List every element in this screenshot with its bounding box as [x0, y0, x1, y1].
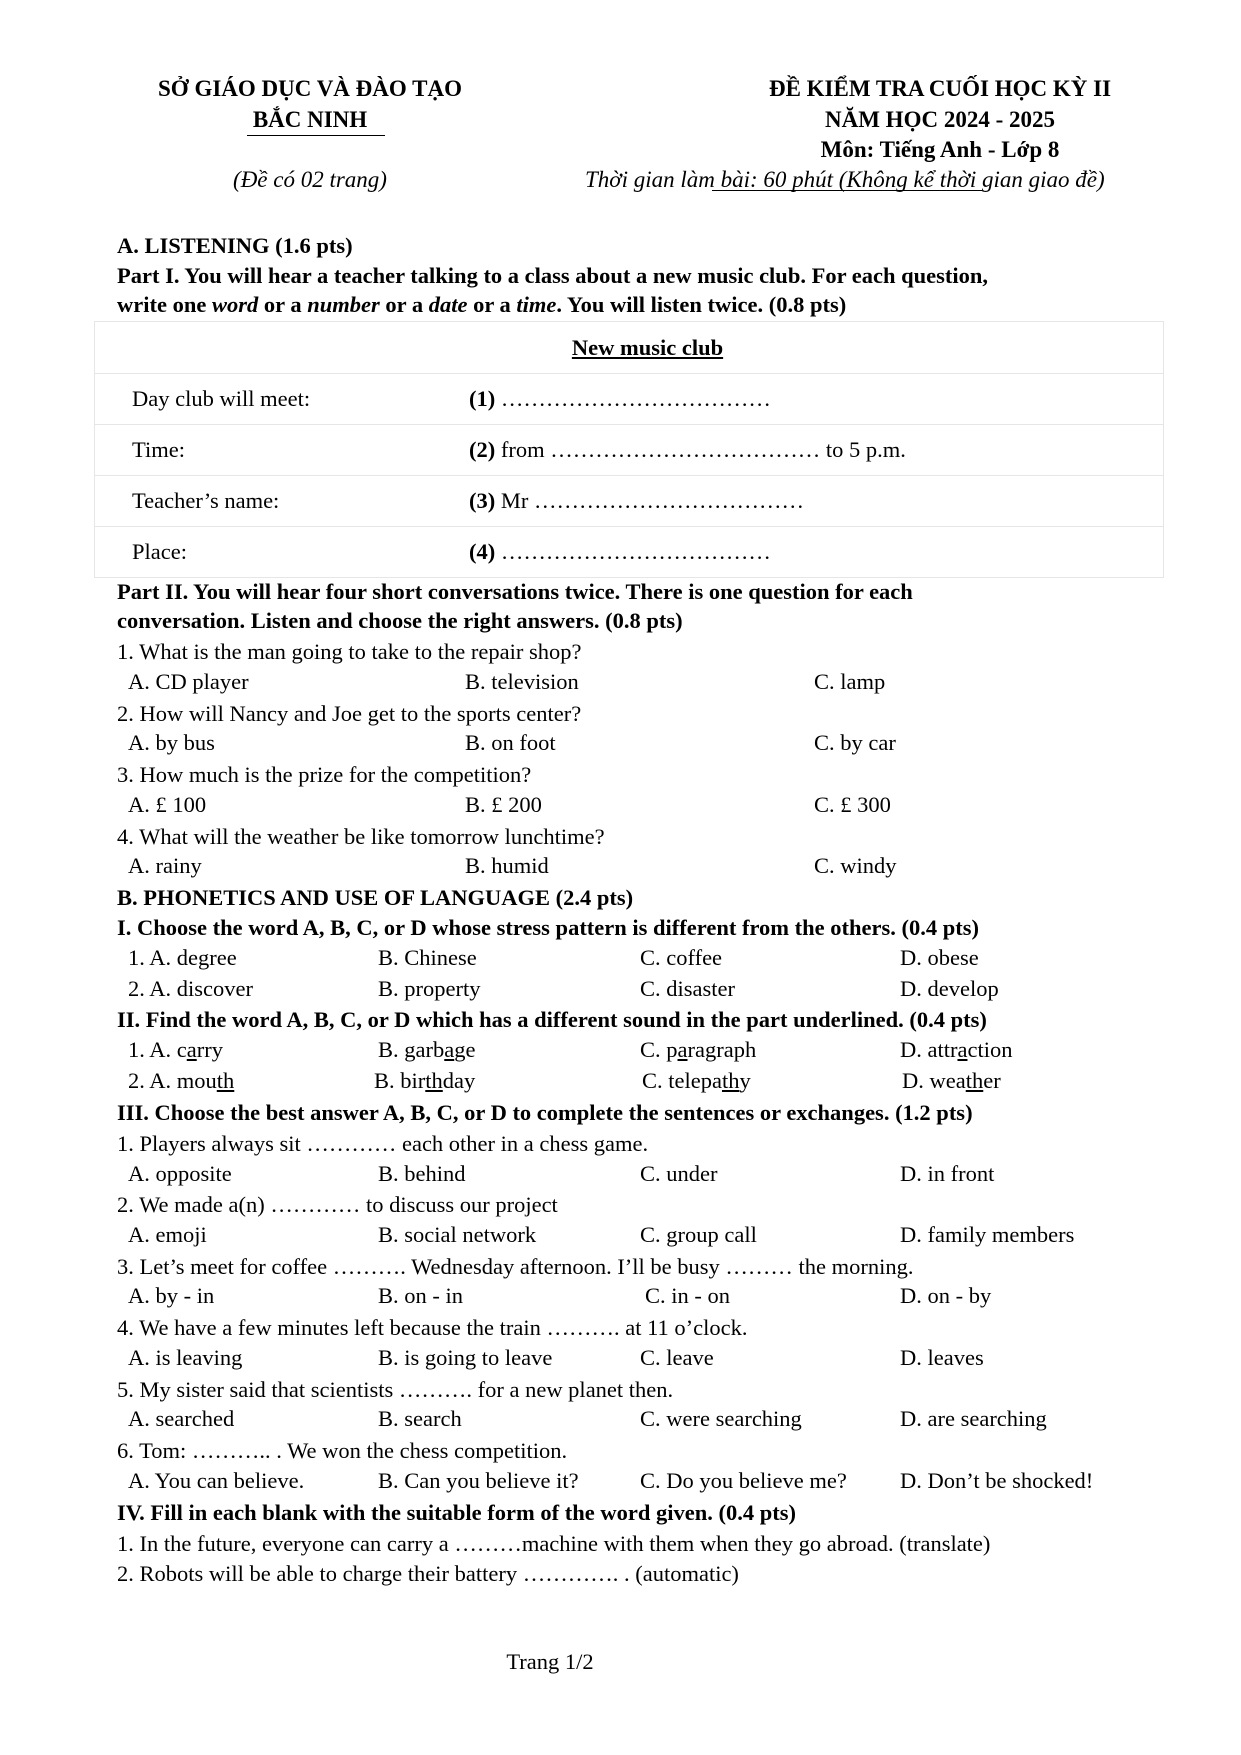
- time-divider: [712, 190, 982, 191]
- stress-instruction: I. Choose the word A, B, C, or D whose stress pattern is different from the others. (0.4 pts): [117, 915, 980, 940]
- answer-option-a[interactable]: A. emoji: [128, 1222, 207, 1247]
- answer-option-b[interactable]: B. is going to leave: [378, 1345, 553, 1370]
- part2-instruction-line2: conversation. Listen and choose the right answers. (0.8 pts): [117, 608, 683, 633]
- grammar-question: 2. We made a(n) ………… to discuss our project: [117, 1192, 558, 1217]
- answer-option-b[interactable]: B. on - in: [378, 1283, 464, 1308]
- answer-option-c[interactable]: C. under: [640, 1161, 718, 1186]
- answer-option-b[interactable]: B. on foot: [465, 730, 556, 755]
- listening-question: 3. How much is the prize for the competition?: [117, 762, 532, 787]
- province-name: BẮC NINH: [252, 107, 368, 132]
- subject-line: Môn: Tiếng Anh - Lớp 8: [820, 137, 1060, 162]
- answer-option-a[interactable]: A. searched: [128, 1406, 235, 1431]
- grammar-question: 4. We have a few minutes left because the train ………. at 11 o’clock.: [117, 1315, 748, 1340]
- answer-option-d[interactable]: D. are searching: [900, 1406, 1047, 1431]
- answer-option-c[interactable]: C. in - on: [645, 1283, 731, 1308]
- table-row: [95, 425, 1164, 476]
- answer-option-c[interactable]: C. were searching: [640, 1406, 802, 1431]
- answer-option-b[interactable]: B. social network: [378, 1222, 537, 1247]
- answer-option-b[interactable]: B. Chinese: [378, 945, 477, 970]
- section-b-title: B. PHONETICS AND USE OF LANGUAGE (2.4 pts): [117, 885, 634, 910]
- answer-option-b[interactable]: B. television: [465, 669, 579, 694]
- section-a-title: A. LISTENING (1.6 pts): [117, 233, 353, 258]
- row-blank[interactable]: (2) from ……………………………… to 5 p.m.: [469, 425, 1164, 476]
- answer-option-d[interactable]: D. family members: [900, 1222, 1075, 1247]
- row-blank[interactable]: (3) Mr ………………………………: [469, 476, 1164, 527]
- school-year: NĂM HỌC 2024 - 2025: [825, 107, 1055, 132]
- word-form-question: 1. In the future, everyone can carry a ………machine with them when they go abroad. (translate): [117, 1531, 991, 1556]
- word-form-instruction: IV. Fill in each blank with the suitable form of the word given. (0.4 pts): [117, 1500, 796, 1525]
- table-row: [95, 374, 1164, 425]
- table-title: New music club: [95, 322, 1164, 374]
- answer-option-b[interactable]: B. behind: [378, 1161, 466, 1186]
- grammar-instruction: III. Choose the best answer A, B, C, or D to complete the sentences or exchanges. (1.2 pts): [117, 1100, 973, 1125]
- answer-option-b[interactable]: B. birthday: [374, 1068, 476, 1093]
- row-blank[interactable]: (1) ………………………………: [469, 374, 1164, 425]
- exam-title: ĐỀ KIỂM TRA CUỐI HỌC KỲ II: [768, 76, 1112, 101]
- answer-option-c[interactable]: C. disaster: [640, 976, 735, 1001]
- answer-option-a[interactable]: A. by - in: [128, 1283, 215, 1308]
- answer-option-b[interactable]: B. £ 200: [465, 792, 542, 817]
- answer-option-d[interactable]: D. develop: [900, 976, 999, 1001]
- answer-option-a[interactable]: A. is leaving: [128, 1345, 243, 1370]
- answer-option-c[interactable]: C. Do you believe me?: [640, 1468, 847, 1493]
- answer-option-a[interactable]: A. CD player: [128, 669, 249, 694]
- answer-option-c[interactable]: C. by car: [814, 730, 896, 755]
- answer-option-a[interactable]: 1. A. carry: [128, 1037, 223, 1062]
- row-label: Teacher’s name:: [95, 476, 470, 527]
- grammar-question: 3. Let’s meet for coffee ………. Wednesday afternoon. I’ll be busy ……… the morning.: [117, 1254, 914, 1279]
- music-club-table: [94, 321, 1164, 578]
- answer-option-a[interactable]: A. by bus: [128, 730, 215, 755]
- answer-option-a[interactable]: A. £ 100: [128, 792, 207, 817]
- answer-option-a[interactable]: A. opposite: [128, 1161, 232, 1186]
- part1-instruction-line1: Part I. You will hear a teacher talking to a class about a new music club. For each question,: [117, 263, 989, 288]
- answer-option-a[interactable]: 2. A. discover: [128, 976, 253, 1001]
- answer-option-d[interactable]: D. obese: [900, 945, 979, 970]
- answer-option-a[interactable]: 2. A. mouth: [128, 1068, 235, 1093]
- dept-name: SỞ GIÁO DỤC VÀ ĐÀO TẠO: [158, 76, 462, 101]
- page-count-note: (Đề có 02 trang): [233, 167, 387, 192]
- answer-option-d[interactable]: D. Don’t be shocked!: [900, 1468, 1094, 1493]
- answer-option-c[interactable]: C. windy: [814, 853, 897, 878]
- grammar-question: 5. My sister said that scientists ………. for a new planet then.: [117, 1377, 674, 1402]
- table-row: [95, 476, 1164, 527]
- answer-option-b[interactable]: B. property: [378, 976, 481, 1001]
- sound-instruction: II. Find the word A, B, C, or D which has a different sound in the part underlined. (0.4 pts): [117, 1007, 987, 1032]
- part1-instruction-line2: write one word or a number or a date or a time. You will listen twice. (0.8 pts): [117, 292, 847, 317]
- listening-question: 2. How will Nancy and Joe get to the sports center?: [117, 701, 582, 726]
- grammar-question: 6. Tom: ……….. . We won the chess competition.: [117, 1438, 568, 1463]
- time-note: Thời gian làm bài: 60 phút (Không kể thời gian giao đề): [585, 167, 1105, 192]
- page-number: Trang 1/2: [506, 1649, 594, 1674]
- answer-option-c[interactable]: C. group call: [640, 1222, 757, 1247]
- answer-option-b[interactable]: B. search: [378, 1406, 462, 1431]
- answer-option-c[interactable]: C. £ 300: [814, 792, 891, 817]
- answer-option-d[interactable]: D. attraction: [900, 1037, 1013, 1062]
- answer-option-b[interactable]: B. Can you believe it?: [378, 1468, 579, 1493]
- answer-option-d[interactable]: D. leaves: [900, 1345, 984, 1370]
- row-blank[interactable]: (4) ………………………………: [469, 527, 1164, 578]
- answer-option-d[interactable]: D. in front: [900, 1161, 995, 1186]
- listening-question: 1. What is the man going to take to the repair shop?: [117, 639, 582, 664]
- answer-option-b[interactable]: B. humid: [465, 853, 549, 878]
- answer-option-c[interactable]: C. paragraph: [640, 1037, 757, 1062]
- grammar-question: 1. Players always sit ………… each other in a chess game.: [117, 1131, 649, 1156]
- answer-option-c[interactable]: C. lamp: [814, 669, 886, 694]
- table-row: [95, 527, 1164, 578]
- answer-option-d[interactable]: D. weather: [902, 1068, 1001, 1093]
- answer-option-c[interactable]: C. leave: [640, 1345, 714, 1370]
- answer-option-d[interactable]: D. on - by: [900, 1283, 992, 1308]
- part2-instruction-line1: Part II. You will hear four short conversations twice. There is one question for each: [117, 579, 913, 604]
- header-divider: [247, 135, 385, 136]
- answer-option-a[interactable]: A. You can believe.: [128, 1468, 305, 1493]
- listening-question: 4. What will the weather be like tomorrow lunchtime?: [117, 824, 605, 849]
- row-label: Time:: [95, 425, 470, 476]
- answer-option-a[interactable]: 1. A. degree: [128, 945, 237, 970]
- answer-option-b[interactable]: B. garbage: [378, 1037, 476, 1062]
- word-form-question: 2. Robots will be able to charge their battery …………. . (automatic): [117, 1561, 739, 1586]
- row-label: Place:: [95, 527, 470, 578]
- answer-option-c[interactable]: C. coffee: [640, 945, 723, 970]
- answer-option-a[interactable]: A. rainy: [128, 853, 202, 878]
- row-label: Day club will meet:: [95, 374, 470, 425]
- answer-option-c[interactable]: C. telepathy: [642, 1068, 751, 1093]
